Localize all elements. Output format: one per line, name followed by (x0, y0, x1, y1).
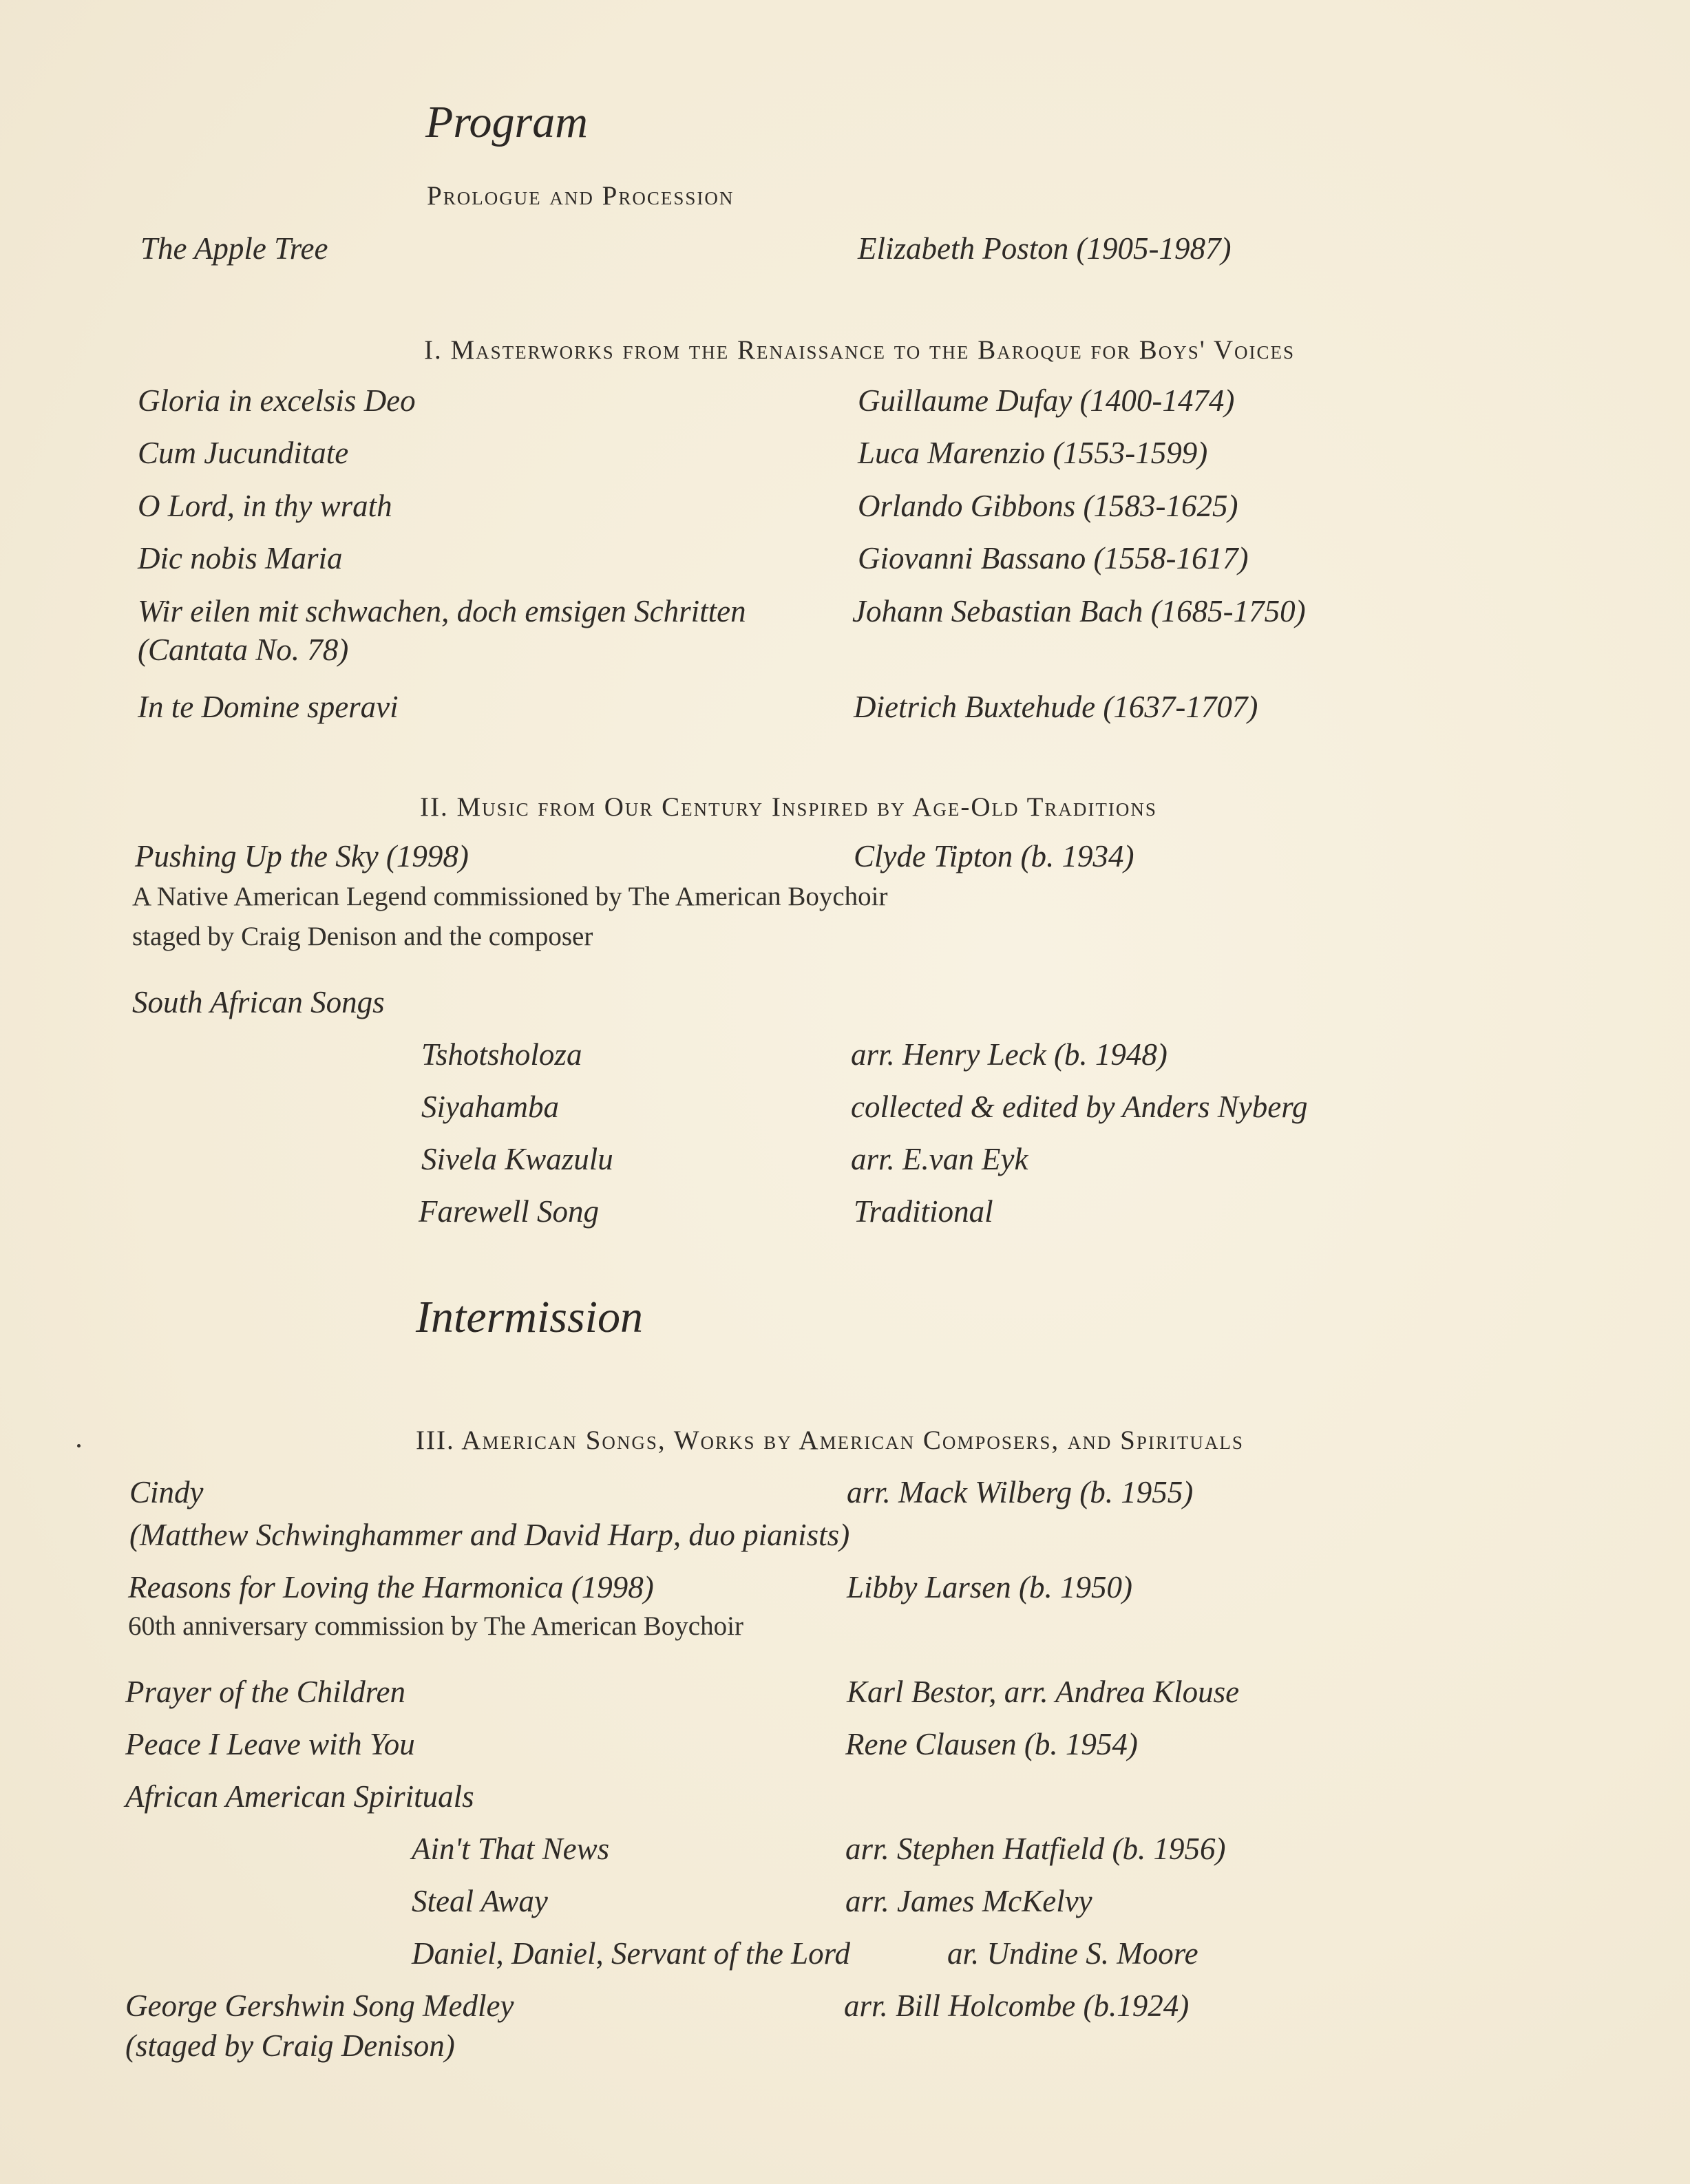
composer: Elizabeth Poston (1905-1987) (858, 231, 1232, 266)
work-title: Tshotsholoza (421, 1037, 582, 1072)
work-title: Farewell Song (419, 1194, 600, 1229)
composer: Luca Marenzio (1553-1599) (858, 436, 1208, 470)
composer: arr. Mack Wilberg (b. 1955) (847, 1475, 1194, 1509)
composer: arr. Stephen Hatfield (b. 1956) (845, 1832, 1226, 1866)
composer: arr. Bill Holcombe (b.1924) (844, 1989, 1190, 2023)
work-title-line2: (Cantata No. 78) (138, 633, 349, 667)
paper-speck (77, 1444, 81, 1448)
work-title: O Lord, in thy wrath (138, 489, 392, 523)
section-heading-prologue: Prologue and Procession (427, 181, 735, 211)
composer: collected & edited by Anders Nyberg (851, 1090, 1308, 1124)
composer: ar. Undine S. Moore (947, 1936, 1198, 1971)
composer: Guillaume Dufay (1400-1474) (858, 383, 1235, 418)
section-heading-part1: I. Masterworks from the Renaissance to the Baroque for Boys' Voices (424, 335, 1296, 365)
work-title: Reasons for Loving the Harmonica (1998) (128, 1570, 654, 1604)
group-title: South African Songs (132, 985, 385, 1019)
work-title: Pushing Up the Sky (1998) (135, 839, 469, 873)
composer: Dietrich Buxtehude (1637-1707) (854, 690, 1258, 724)
intermission-heading: Intermission (416, 1292, 643, 1342)
work-note: A Native American Legend commissioned by The American Boychoir (132, 882, 888, 911)
work-title: Prayer of the Children (125, 1675, 406, 1709)
work-title: Wir eilen mit schwachen, doch emsigen Schritten (138, 594, 746, 628)
composer: Karl Bestor, arr. Andrea Klouse (847, 1675, 1240, 1709)
composer: Rene Clausen (b. 1954) (845, 1727, 1138, 1761)
work-title: George Gershwin Song Medley (125, 1989, 514, 2023)
composer: Traditional (854, 1194, 993, 1229)
composer: Johann Sebastian Bach (1685-1750) (852, 594, 1306, 628)
work-title: Peace I Leave with You (125, 1727, 415, 1761)
work-title: Steal Away (412, 1884, 548, 1918)
work-title: In te Domine speravi (138, 690, 399, 724)
work-note: staged by Craig Denison and the composer (132, 922, 593, 951)
composer: Orlando Gibbons (1583-1625) (858, 489, 1238, 523)
section-heading-part2: II. Music from Our Century Inspired by Age-Old Traditions (420, 792, 1157, 822)
composer: Giovanni Bassano (1558-1617) (858, 541, 1249, 575)
work-note: 60th anniversary commission by The American Boychoir (128, 1611, 743, 1641)
work-title: Dic nobis Maria (138, 541, 343, 575)
composer: arr. E.van Eyk (851, 1142, 1028, 1176)
work-title: Gloria in excelsis Deo (138, 383, 416, 418)
group-title: African American Spirituals (125, 1779, 474, 1814)
section-heading-part3: III. American Songs, Works by American Composers, and Spirituals (416, 1425, 1244, 1455)
composer: Libby Larsen (b. 1950) (847, 1570, 1132, 1604)
composer: arr. Henry Leck (b. 1948) (851, 1037, 1168, 1072)
work-title: Cum Jucunditate (138, 436, 349, 470)
work-title: Sivela Kwazulu (421, 1142, 613, 1176)
work-note: (staged by Craig Denison) (125, 2028, 455, 2063)
work-title: Ain't That News (412, 1832, 610, 1866)
work-title: Siyahamba (421, 1090, 559, 1124)
work-title: Cindy (129, 1475, 204, 1509)
work-title: Daniel, Daniel, Servant of the Lord (412, 1936, 851, 1971)
work-note: (Matthew Schwinghammer and David Harp, duo pianists) (129, 1518, 850, 1552)
work-title: The Apple Tree (140, 231, 328, 266)
program-title: Program (425, 97, 588, 147)
composer: Clyde Tipton (b. 1934) (854, 839, 1134, 873)
composer: arr. James McKelvy (845, 1884, 1092, 1918)
